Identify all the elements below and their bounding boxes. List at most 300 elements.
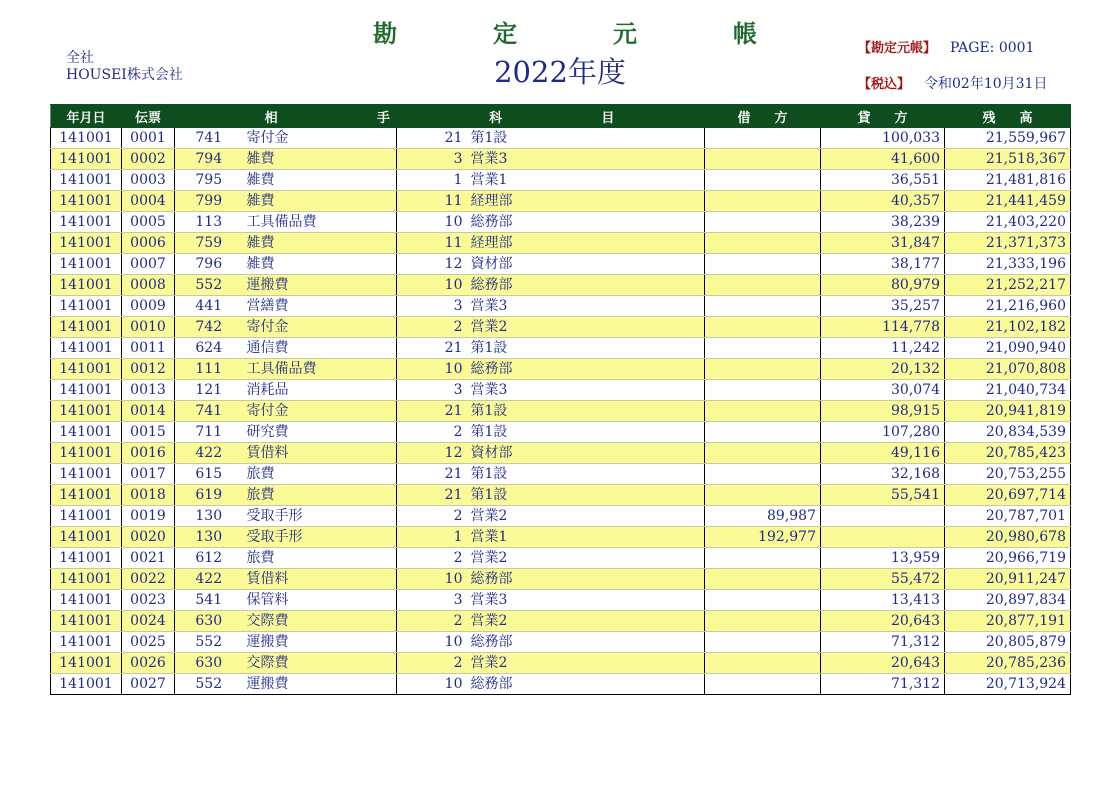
table-row bbox=[51, 401, 1071, 422]
cell-account-name: 運搬費 bbox=[243, 275, 397, 296]
cell-date: 141001 bbox=[51, 527, 122, 548]
title-char-4: 帳 bbox=[733, 20, 757, 48]
cell-debit bbox=[705, 653, 821, 674]
cell-dept-code: 2 bbox=[397, 317, 467, 338]
cell-balance: 21,481,816 bbox=[945, 170, 1071, 191]
cell-dept-code: 10 bbox=[397, 212, 467, 233]
header-account-c4: 目 bbox=[601, 110, 615, 126]
cell-slip: 0013 bbox=[122, 380, 175, 401]
cell-slip: 0020 bbox=[122, 527, 175, 548]
cell-account-code: 552 bbox=[175, 674, 243, 695]
table-row bbox=[51, 653, 1071, 674]
cell-account-code: 612 bbox=[175, 548, 243, 569]
ledger-body bbox=[51, 128, 1071, 695]
cell-dept-code: 21 bbox=[397, 485, 467, 506]
table-row bbox=[51, 233, 1071, 254]
cell-date: 141001 bbox=[51, 170, 122, 191]
title-char-1: 勘 bbox=[373, 20, 397, 48]
cell-balance: 21,559,967 bbox=[945, 128, 1071, 149]
cell-date: 141001 bbox=[51, 233, 122, 254]
header-credit bbox=[821, 105, 945, 128]
cell-slip: 0023 bbox=[122, 590, 175, 611]
cell-balance: 20,980,678 bbox=[945, 527, 1071, 548]
cell-credit: 49,116 bbox=[821, 443, 945, 464]
cell-debit bbox=[705, 485, 821, 506]
cell-account-code: 130 bbox=[175, 527, 243, 548]
cell-credit: 107,280 bbox=[821, 422, 945, 443]
cell-slip: 0011 bbox=[122, 338, 175, 359]
cell-debit bbox=[705, 128, 821, 149]
cell-account-code: 711 bbox=[175, 422, 243, 443]
fiscal-year: 2022年度 bbox=[494, 55, 626, 89]
cell-debit bbox=[705, 275, 821, 296]
cell-account-name: 交際費 bbox=[243, 653, 397, 674]
cell-dept-name: 営業3 bbox=[467, 380, 705, 401]
cell-account-code: 741 bbox=[175, 128, 243, 149]
cell-debit bbox=[705, 212, 821, 233]
header-slip: 伝票 bbox=[122, 105, 175, 128]
cell-date: 141001 bbox=[51, 632, 122, 653]
cell-dept-code: 1 bbox=[397, 170, 467, 191]
table-row bbox=[51, 611, 1071, 632]
header-account-c3: 科 bbox=[489, 110, 503, 126]
cell-slip: 0018 bbox=[122, 485, 175, 506]
cell-balance: 20,697,714 bbox=[945, 485, 1071, 506]
table-row bbox=[51, 296, 1071, 317]
cell-dept-name: 資材部 bbox=[467, 443, 705, 464]
table-row bbox=[51, 254, 1071, 275]
cell-debit: 89,987 bbox=[705, 506, 821, 527]
title-char-2: 定 bbox=[493, 20, 517, 48]
cell-credit: 71,312 bbox=[821, 674, 945, 695]
cell-dept-code: 10 bbox=[397, 569, 467, 590]
ledger-page-info bbox=[858, 37, 1034, 56]
cell-debit bbox=[705, 338, 821, 359]
cell-debit bbox=[705, 317, 821, 338]
cell-credit: 32,168 bbox=[821, 464, 945, 485]
cell-account-code: 552 bbox=[175, 632, 243, 653]
table-row bbox=[51, 380, 1071, 401]
cell-dept-name: 総務部 bbox=[467, 212, 705, 233]
cell-slip: 0014 bbox=[122, 401, 175, 422]
cell-date: 141001 bbox=[51, 149, 122, 170]
cell-dept-code: 2 bbox=[397, 506, 467, 527]
header-debit-c2: 方 bbox=[774, 110, 788, 126]
cell-account-code: 121 bbox=[175, 380, 243, 401]
cell-credit: 36,551 bbox=[821, 170, 945, 191]
table-row bbox=[51, 128, 1071, 149]
cell-credit: 11,242 bbox=[821, 338, 945, 359]
cell-dept-name: 総務部 bbox=[467, 632, 705, 653]
cell-debit bbox=[705, 548, 821, 569]
cell-date: 141001 bbox=[51, 569, 122, 590]
report-date: 令和02年10月31日 bbox=[924, 76, 1048, 92]
table-row bbox=[51, 149, 1071, 170]
cell-dept-code: 10 bbox=[397, 359, 467, 380]
cell-dept-code: 12 bbox=[397, 254, 467, 275]
cell-account-code: 799 bbox=[175, 191, 243, 212]
cell-account-code: 630 bbox=[175, 611, 243, 632]
cell-dept-name: 経理部 bbox=[467, 233, 705, 254]
table-row bbox=[51, 506, 1071, 527]
cell-dept-code: 12 bbox=[397, 443, 467, 464]
cell-debit bbox=[705, 590, 821, 611]
cell-account-code: 441 bbox=[175, 296, 243, 317]
cell-account-name: 受取手形 bbox=[243, 527, 397, 548]
cell-slip: 0017 bbox=[122, 464, 175, 485]
cell-balance: 21,518,367 bbox=[945, 149, 1071, 170]
cell-account-name: 寄付金 bbox=[243, 317, 397, 338]
cell-dept-name: 第1設 bbox=[467, 422, 705, 443]
cell-dept-name: 営業2 bbox=[467, 317, 705, 338]
header-balance-c1: 残 bbox=[982, 110, 996, 126]
table-row bbox=[51, 338, 1071, 359]
cell-dept-code: 1 bbox=[397, 527, 467, 548]
cell-slip: 0007 bbox=[122, 254, 175, 275]
cell-date: 141001 bbox=[51, 338, 122, 359]
cell-balance: 21,216,960 bbox=[945, 296, 1071, 317]
cell-slip: 0012 bbox=[122, 359, 175, 380]
cell-account-code: 624 bbox=[175, 338, 243, 359]
cell-balance: 21,102,182 bbox=[945, 317, 1071, 338]
cell-account-code: 795 bbox=[175, 170, 243, 191]
table-row bbox=[51, 527, 1071, 548]
cell-slip: 0025 bbox=[122, 632, 175, 653]
cell-account-code: 741 bbox=[175, 401, 243, 422]
cell-account-name: 旅費 bbox=[243, 485, 397, 506]
header-account-c2: 手 bbox=[376, 110, 390, 126]
cell-dept-code: 2 bbox=[397, 611, 467, 632]
header-credit-c2: 方 bbox=[894, 110, 908, 126]
cell-date: 141001 bbox=[51, 359, 122, 380]
ledger-table bbox=[50, 104, 1071, 695]
cell-balance: 21,070,808 bbox=[945, 359, 1071, 380]
header-balance-c2: 高 bbox=[1019, 110, 1033, 126]
cell-dept-name: 総務部 bbox=[467, 275, 705, 296]
cell-slip: 0016 bbox=[122, 443, 175, 464]
cell-credit: 55,472 bbox=[821, 569, 945, 590]
cell-date: 141001 bbox=[51, 590, 122, 611]
cell-debit bbox=[705, 191, 821, 212]
cell-slip: 0026 bbox=[122, 653, 175, 674]
cell-balance: 20,966,719 bbox=[945, 548, 1071, 569]
ledger-title bbox=[355, 14, 775, 46]
cell-credit: 13,413 bbox=[821, 590, 945, 611]
cell-slip: 0008 bbox=[122, 275, 175, 296]
cell-slip: 0010 bbox=[122, 317, 175, 338]
cell-dept-name: 営業1 bbox=[467, 527, 705, 548]
cell-balance: 21,333,196 bbox=[945, 254, 1071, 275]
cell-balance: 20,787,701 bbox=[945, 506, 1071, 527]
cell-credit: 71,312 bbox=[821, 632, 945, 653]
cell-balance: 20,941,819 bbox=[945, 401, 1071, 422]
cell-balance: 20,897,834 bbox=[945, 590, 1071, 611]
cell-credit: 41,600 bbox=[821, 149, 945, 170]
cell-date: 141001 bbox=[51, 443, 122, 464]
cell-dept-name: 営業2 bbox=[467, 611, 705, 632]
cell-balance: 20,805,879 bbox=[945, 632, 1071, 653]
cell-debit bbox=[705, 464, 821, 485]
cell-account-name: 運搬費 bbox=[243, 632, 397, 653]
cell-debit: 192,977 bbox=[705, 527, 821, 548]
table-row bbox=[51, 212, 1071, 233]
cell-balance: 20,834,539 bbox=[945, 422, 1071, 443]
cell-credit: 114,778 bbox=[821, 317, 945, 338]
cell-slip: 0009 bbox=[122, 296, 175, 317]
cell-credit: 100,033 bbox=[821, 128, 945, 149]
cell-slip: 0019 bbox=[122, 506, 175, 527]
cell-slip: 0003 bbox=[122, 170, 175, 191]
cell-debit bbox=[705, 254, 821, 275]
cell-account-name: 寄付金 bbox=[243, 128, 397, 149]
cell-dept-name: 営業3 bbox=[467, 296, 705, 317]
cell-account-code: 111 bbox=[175, 359, 243, 380]
cell-account-code: 794 bbox=[175, 149, 243, 170]
cell-account-code: 541 bbox=[175, 590, 243, 611]
header-debit-c1: 借 bbox=[737, 110, 751, 126]
cell-debit bbox=[705, 170, 821, 191]
cell-credit: 31,847 bbox=[821, 233, 945, 254]
cell-account-name: 雑費 bbox=[243, 254, 397, 275]
cell-account-name: 消耗品 bbox=[243, 380, 397, 401]
cell-date: 141001 bbox=[51, 317, 122, 338]
cell-account-name: 通信費 bbox=[243, 338, 397, 359]
cell-balance: 21,441,459 bbox=[945, 191, 1071, 212]
company-name: HOUSEI株式会社 bbox=[66, 67, 183, 83]
cell-date: 141001 bbox=[51, 653, 122, 674]
cell-balance: 21,040,734 bbox=[945, 380, 1071, 401]
cell-debit bbox=[705, 401, 821, 422]
cell-balance: 21,371,373 bbox=[945, 233, 1071, 254]
cell-dept-name: 営業2 bbox=[467, 548, 705, 569]
cell-dept-name: 第1設 bbox=[467, 485, 705, 506]
ledger-tag: 【勘定元帳】 bbox=[858, 41, 937, 56]
cell-dept-name: 総務部 bbox=[467, 359, 705, 380]
cell-slip: 0002 bbox=[122, 149, 175, 170]
cell-dept-name: 総務部 bbox=[467, 674, 705, 695]
cell-dept-name: 営業2 bbox=[467, 506, 705, 527]
header-credit-c1: 貸 bbox=[857, 110, 871, 126]
cell-slip: 0005 bbox=[122, 212, 175, 233]
cell-balance: 20,785,236 bbox=[945, 653, 1071, 674]
cell-dept-name: 第1設 bbox=[467, 128, 705, 149]
cell-account-code: 422 bbox=[175, 443, 243, 464]
cell-dept-name: 第1設 bbox=[467, 401, 705, 422]
cell-balance: 20,877,191 bbox=[945, 611, 1071, 632]
cell-account-name: 保管料 bbox=[243, 590, 397, 611]
cell-account-name: 工具備品費 bbox=[243, 212, 397, 233]
table-row bbox=[51, 422, 1071, 443]
cell-account-name: 旅費 bbox=[243, 464, 397, 485]
cell-debit bbox=[705, 422, 821, 443]
cell-date: 141001 bbox=[51, 506, 122, 527]
cell-date: 141001 bbox=[51, 674, 122, 695]
cell-date: 141001 bbox=[51, 212, 122, 233]
cell-credit: 30,074 bbox=[821, 380, 945, 401]
cell-account-code: 422 bbox=[175, 569, 243, 590]
cell-date: 141001 bbox=[51, 191, 122, 212]
cell-account-code: 552 bbox=[175, 275, 243, 296]
cell-account-name: 寄付金 bbox=[243, 401, 397, 422]
table-row bbox=[51, 590, 1071, 611]
cell-balance: 20,713,924 bbox=[945, 674, 1071, 695]
cell-slip: 0022 bbox=[122, 569, 175, 590]
cell-date: 141001 bbox=[51, 275, 122, 296]
cell-account-code: 742 bbox=[175, 317, 243, 338]
cell-dept-code: 3 bbox=[397, 149, 467, 170]
cell-account-name: 交際費 bbox=[243, 611, 397, 632]
cell-credit: 35,257 bbox=[821, 296, 945, 317]
cell-credit: 40,357 bbox=[821, 191, 945, 212]
cell-account-code: 796 bbox=[175, 254, 243, 275]
table-row bbox=[51, 317, 1071, 338]
cell-balance: 20,753,255 bbox=[945, 464, 1071, 485]
cell-slip: 0024 bbox=[122, 611, 175, 632]
cell-balance: 21,090,940 bbox=[945, 338, 1071, 359]
table-row bbox=[51, 632, 1071, 653]
cell-account-code: 130 bbox=[175, 506, 243, 527]
cell-dept-code: 3 bbox=[397, 590, 467, 611]
cell-dept-name: 経理部 bbox=[467, 191, 705, 212]
cell-date: 141001 bbox=[51, 485, 122, 506]
cell-date: 141001 bbox=[51, 401, 122, 422]
cell-balance: 21,403,220 bbox=[945, 212, 1071, 233]
cell-debit bbox=[705, 569, 821, 590]
cell-slip: 0006 bbox=[122, 233, 175, 254]
header-account bbox=[175, 105, 705, 128]
cell-debit bbox=[705, 359, 821, 380]
cell-date: 141001 bbox=[51, 128, 122, 149]
cell-balance: 20,785,423 bbox=[945, 443, 1071, 464]
cell-account-name: 雑費 bbox=[243, 191, 397, 212]
cell-slip: 0021 bbox=[122, 548, 175, 569]
cell-account-name: 雑費 bbox=[243, 149, 397, 170]
page-number: PAGE: 0001 bbox=[950, 40, 1035, 56]
cell-account-code: 113 bbox=[175, 212, 243, 233]
table-row bbox=[51, 569, 1071, 590]
cell-credit: 20,132 bbox=[821, 359, 945, 380]
cell-balance: 21,252,217 bbox=[945, 275, 1071, 296]
cell-debit bbox=[705, 233, 821, 254]
table-row bbox=[51, 170, 1071, 191]
cell-date: 141001 bbox=[51, 464, 122, 485]
cell-debit bbox=[705, 443, 821, 464]
cell-dept-code: 21 bbox=[397, 401, 467, 422]
cell-credit: 98,915 bbox=[821, 401, 945, 422]
table-row bbox=[51, 548, 1071, 569]
cell-debit bbox=[705, 296, 821, 317]
cell-dept-name: 資材部 bbox=[467, 254, 705, 275]
cell-credit: 80,979 bbox=[821, 275, 945, 296]
cell-credit: 38,239 bbox=[821, 212, 945, 233]
cell-account-code: 630 bbox=[175, 653, 243, 674]
cell-date: 141001 bbox=[51, 422, 122, 443]
table-row bbox=[51, 674, 1071, 695]
cell-account-name: 営繕費 bbox=[243, 296, 397, 317]
table-row bbox=[51, 359, 1071, 380]
cell-account-name: 運搬費 bbox=[243, 674, 397, 695]
cell-credit: 55,541 bbox=[821, 485, 945, 506]
cell-slip: 0001 bbox=[122, 128, 175, 149]
tax-tag: 【税込】 bbox=[858, 77, 911, 92]
cell-dept-code: 11 bbox=[397, 233, 467, 254]
cell-debit bbox=[705, 149, 821, 170]
cell-credit: 20,643 bbox=[821, 611, 945, 632]
cell-dept-code: 21 bbox=[397, 338, 467, 359]
cell-dept-name: 営業3 bbox=[467, 149, 705, 170]
header-account-c1: 相 bbox=[264, 110, 278, 126]
cell-debit bbox=[705, 611, 821, 632]
cell-slip: 0027 bbox=[122, 674, 175, 695]
cell-account-name: 受取手形 bbox=[243, 506, 397, 527]
cell-dept-code: 2 bbox=[397, 422, 467, 443]
cell-debit bbox=[705, 674, 821, 695]
table-header-row bbox=[51, 105, 1071, 128]
cell-account-name: 雑費 bbox=[243, 233, 397, 254]
cell-dept-code: 11 bbox=[397, 191, 467, 212]
cell-account-name: 研究費 bbox=[243, 422, 397, 443]
cell-dept-name: 第1設 bbox=[467, 464, 705, 485]
header-debit bbox=[705, 105, 821, 128]
cell-credit bbox=[821, 527, 945, 548]
cell-slip: 0015 bbox=[122, 422, 175, 443]
table-row bbox=[51, 275, 1071, 296]
cell-account-code: 615 bbox=[175, 464, 243, 485]
cell-dept-code: 10 bbox=[397, 632, 467, 653]
table-row bbox=[51, 485, 1071, 506]
cell-dept-code: 3 bbox=[397, 380, 467, 401]
cell-date: 141001 bbox=[51, 254, 122, 275]
cell-dept-code: 10 bbox=[397, 674, 467, 695]
table-row bbox=[51, 464, 1071, 485]
header-balance bbox=[945, 105, 1071, 128]
cell-account-name: 賃借料 bbox=[243, 569, 397, 590]
cell-dept-name: 総務部 bbox=[467, 569, 705, 590]
cell-date: 141001 bbox=[51, 548, 122, 569]
cell-account-code: 759 bbox=[175, 233, 243, 254]
cell-account-name: 賃借料 bbox=[243, 443, 397, 464]
cell-account-name: 工具備品費 bbox=[243, 359, 397, 380]
cell-dept-code: 2 bbox=[397, 548, 467, 569]
cell-credit: 13,959 bbox=[821, 548, 945, 569]
title-char-3: 元 bbox=[613, 20, 637, 48]
cell-account-code: 619 bbox=[175, 485, 243, 506]
cell-credit: 38,177 bbox=[821, 254, 945, 275]
cell-dept-name: 営業3 bbox=[467, 590, 705, 611]
cell-dept-name: 営業1 bbox=[467, 170, 705, 191]
table-row bbox=[51, 191, 1071, 212]
cell-dept-code: 2 bbox=[397, 653, 467, 674]
cell-debit bbox=[705, 632, 821, 653]
header-date: 年月日 bbox=[51, 105, 122, 128]
cell-date: 141001 bbox=[51, 611, 122, 632]
cell-dept-code: 21 bbox=[397, 464, 467, 485]
cell-account-name: 旅費 bbox=[243, 548, 397, 569]
cell-dept-code: 3 bbox=[397, 296, 467, 317]
cell-date: 141001 bbox=[51, 380, 122, 401]
table-row bbox=[51, 443, 1071, 464]
cell-credit bbox=[821, 506, 945, 527]
cell-dept-name: 第1設 bbox=[467, 338, 705, 359]
cell-slip: 0004 bbox=[122, 191, 175, 212]
cell-credit: 20,643 bbox=[821, 653, 945, 674]
tax-date-info bbox=[858, 73, 1047, 93]
company-scope: 全社 bbox=[66, 50, 94, 66]
cell-account-name: 雑費 bbox=[243, 170, 397, 191]
cell-dept-code: 10 bbox=[397, 275, 467, 296]
cell-date: 141001 bbox=[51, 296, 122, 317]
cell-balance: 20,911,247 bbox=[945, 569, 1071, 590]
